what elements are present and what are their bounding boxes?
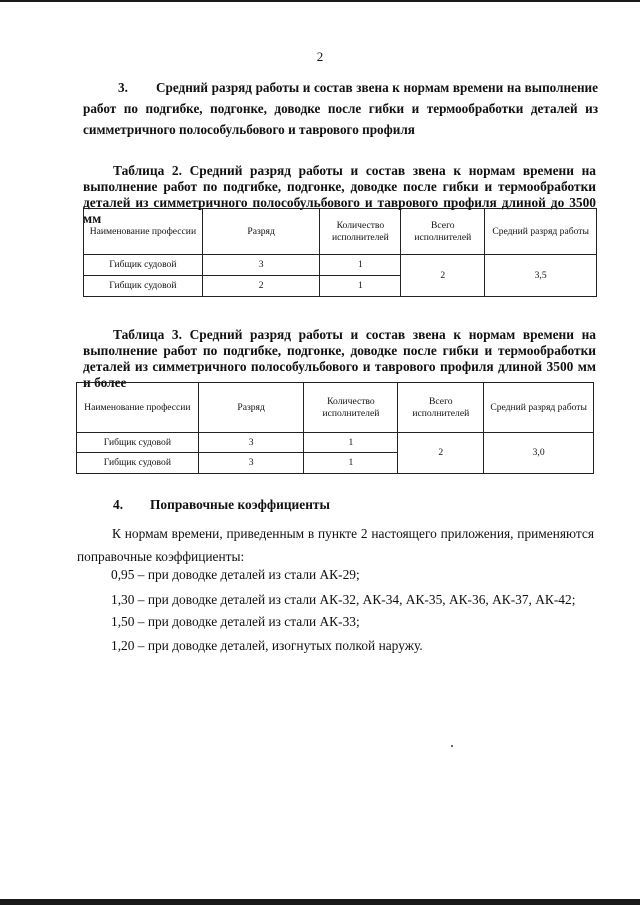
table-3-caption: Таблица 3. Средний разряд работы и состав звена к нормам времени на выполнение работ по подгибке, подгонке, доводке после гибки и термообработки деталей из симметричного полособульбового и таврового профиля длиной 3500 мм и более [83, 327, 596, 390]
table-2-cell-grade: 3 [202, 255, 320, 276]
table-2-header-avg: Средний разряд работы [485, 209, 597, 255]
scan-speck [451, 745, 453, 747]
coefficient-item: 0,95 – при доводке деталей из стали АК-29; [111, 567, 360, 582]
section-3-number: 3. [118, 80, 128, 95]
table-2-header-row [84, 209, 597, 255]
coefficient-item: 1,20 – при доводке деталей, изогнутых полкой наружу. [111, 638, 423, 653]
table-2 [83, 208, 597, 297]
table-3-cell-count: 1 [304, 433, 398, 453]
table-row [77, 433, 594, 453]
table-2-cell-profession: Гибщик судовой [84, 255, 203, 276]
table-3-cell-grade: 3 [198, 433, 304, 453]
section-4-number: 4. [113, 497, 124, 512]
table-3-cell-profession: Гибщик судовой [77, 453, 199, 474]
coefficient-item: 1,50 – при доводке деталей из стали АК-33; [111, 614, 360, 629]
table-3-cell-total: 2 [398, 433, 484, 474]
table-3-cell-count: 1 [304, 453, 398, 474]
table-2-header-count: Количество исполнителей [320, 209, 401, 255]
table-3-cell-grade: 3 [198, 453, 304, 474]
section-3-title: Средний разряд работы и состав звена к нормам времени на выполнение работ по подгибке, подгонке, доводке после гибки и термообработки деталей из симметричного полособульбового и таврового профиля [83, 80, 598, 137]
table-3 [76, 382, 594, 474]
table-2-header-profession: Наименование профессии [84, 209, 203, 255]
table-2-cell-total: 2 [401, 255, 485, 297]
table-3-cell-profession: Гибщик судовой [77, 433, 199, 453]
table-2-cell-grade: 2 [202, 276, 320, 297]
section-4-title: Поправочные коэффициенты [150, 497, 330, 512]
table-2-cell-count: 1 [320, 276, 401, 297]
table-3-header-count: Количество исполнителей [304, 383, 398, 433]
scan-top-edge [0, 0, 640, 2]
table-3-header-total: Всего исполнителей [398, 383, 484, 433]
table-2-header-grade: Разряд [202, 209, 320, 255]
table-3-header-profession: Наименование профессии [77, 383, 199, 433]
table-3-header-row [77, 383, 594, 433]
table-3-cell-avg: 3,0 [484, 433, 594, 474]
table-row [84, 255, 597, 276]
table-3-header-avg: Средний разряд работы [484, 383, 594, 433]
table-2-cell-avg: 3,5 [485, 255, 597, 297]
table-3-header-grade: Разряд [198, 383, 304, 433]
section-4-heading [113, 497, 330, 513]
coefficient-item: 1,30 – при доводке деталей из стали АК-32, АК-34, АК-35, АК-36, АК-37, АК-42; [111, 592, 576, 607]
table-2-caption: Таблица 2. Средний разряд работы и состав звена к нормам времени на выполнение работ по подгибке, подгонке, доводке после гибки и термообработки деталей из симметричного полособульбового и таврового профиля длиной до 3500 мм [83, 163, 596, 226]
table-2-cell-profession: Гибщик судовой [84, 276, 203, 297]
table-2-header-total: Всего исполнителей [401, 209, 485, 255]
section-3-heading [83, 77, 598, 140]
page-number: 2 [316, 49, 324, 64]
scan-bottom-edge [0, 899, 640, 905]
section-4-intro: К нормам времени, приведенным в пункте 2 настоящего приложения, применяются поправочные коэффициенты: [77, 526, 594, 564]
table-2-cell-count: 1 [320, 255, 401, 276]
